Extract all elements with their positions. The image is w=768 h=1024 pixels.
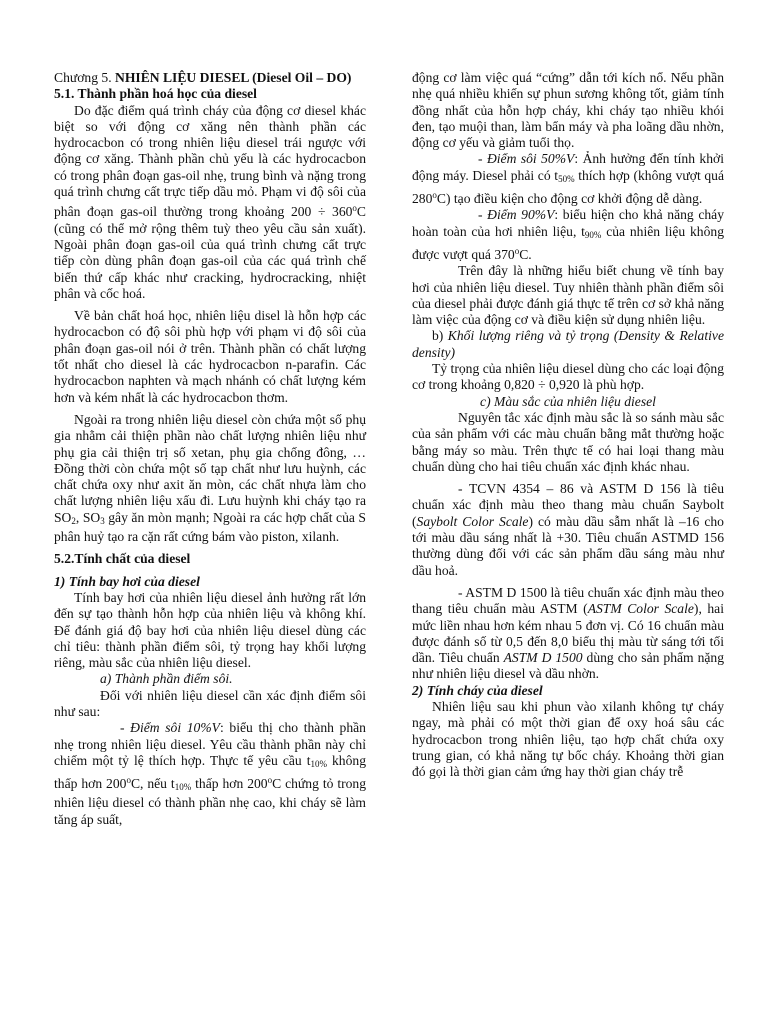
paragraph: Tỷ trọng của nhiên liệu diesel dùng cho các loại động cơ trong khoảng 0,820 ÷ 0,920 là phù hợp. (412, 361, 724, 393)
chapter-heading (54, 70, 366, 86)
paragraph: Trên đây là những hiểu biết chung về tính bay hơi của nhiên liệu diesel. Tuy nhiên thành phần điểm sôi của diesel phải được đánh giá thực tế trên cơ sở khả năng làm việc của động cơ và điều kiện sử dụng nhiên liệu. (412, 263, 724, 328)
paragraph: - ASTM D 1500 là tiêu chuẩn xác định màu theo thang tiêu chuẩn màu ASTM (ASTM Color Scale), hai mức liền nhau hơn kém nhau 5 đơn vị. Có 16 chuẩn màu được đánh số từ 0,5 đến 8,0 biểu thị màu từ sáng tới tối dần. Tiêu chuẩn ASTM D 1500 dùng cho sản phẩm nặng như nhiên liệu diesel và dầu nhờn. (412, 584, 724, 682)
paragraph: động cơ làm việc quá “cứng” dẫn tới kích nổ. Nếu phần nhẹ quá nhiều khiến sự phun sương không tốt, giảm tính đồng nhất của hỗn hợp cháy, khi cháy tạo nhiều khói đen, tạo muội than, làm bẩn máy và pha loãng dầu nhờn, động cơ yếu và giảm tuổi thọ. (412, 70, 724, 151)
paragraph: Do đặc điểm quá trình cháy của động cơ diesel khác biệt so với động cơ xăng nên thành phần các hydrocacbon có trong nhiên liệu diesel trái ngược với động cơ xăng. Thành phần chủ yếu là các hydrocacbon có trong phân đoạn gas-oil nhẹ, trung bình và nặng trong quá trình chưng cất trực tiếp dầu mỏ. Phạm vi độ sôi của phân đoạn gas-oil thường trong khoảng $200 \div 360^oC$ (cũng có thể mở rộng thêm tuỳ theo yêu cầu sản xuất). Ngoài phân đoạn gas-oil của quá trình chưng cất trực tiếp còn dùng phân đoạn gas-oil của các quá trình chế biến thứ cấp khác như cracking, hydrocracking, nhiệt phân và cốc hoá. (54, 102, 366, 301)
right-column (412, 70, 724, 780)
item-heading: c) Màu sắc của nhiên liệu diesel (480, 393, 656, 409)
paragraph: - Điểm sôi 50%V: Ảnh hưởng đến tính khởi động máy. Diesel phải có $t_{50\%}$ thích hợp (không vượt quá 280$^o$C) tạo điều kiện cho động cơ khởi động dễ dàng. (412, 151, 724, 207)
paragraph: Nguyên tắc xác định màu sắc là so sánh màu sắc của sản phẩm với các màu chuẩn bằng mắt thường hoặc bằng máy so màu. Trên thực tế có hai loại thang màu chuẩn dùng cho hai tiêu chuẩn xác định khác nhau. (412, 409, 724, 474)
section-heading-5-2: 5.2.Tính chất của diesel (54, 551, 191, 567)
subsection-heading: 1) Tính bay hơi của diesel (54, 573, 200, 589)
item-heading: a) Thành phần điểm sôi. (100, 671, 233, 687)
paragraph: Tính bay hơi của nhiên liệu diesel ảnh hưởng rất lớn đến sự tạo thành hỗn hợp của nhiên liệu và không khí. Để đánh giá độ bay hơi của nhiên liệu diesel dùng các chỉ tiêu: thành phần điểm sôi, tỷ trọng hay khối lượng riêng, màu sắc của nhiên liệu diesel. (54, 589, 366, 671)
paragraph: Đối với nhiên liệu diesel cần xác định điểm sôi như sau: (54, 687, 366, 719)
paragraph: - Điểm sôi 10%V: biểu thị cho thành phần nhẹ trong nhiên liệu diesel. Yêu cầu thành phần này chỉ chiếm một tỷ lệ thích hợp. Thực tế yêu cầu $t_{10\%}$ không thấp hơn 200$^o$C, nếu $t_{10\%}$ thấp hơn 200$^o$C chứng tỏ trong nhiên liệu diesel có thành phần nhẹ cao, khi cháy sẽ làm tăng áp suất, (54, 720, 367, 827)
chapter-title: NHIÊN LIỆU DIESEL (Diesel Oil – DO) (115, 70, 352, 85)
paragraph: - Điểm 90%V: biểu hiện cho khả năng cháy hoàn toàn của hơi nhiên liệu, $t_{90\%}$ của nhiên liệu không được vượt quá 370$^o$C. (412, 207, 724, 262)
item-heading: b) Khối lượng riêng và tỷ trọng (Density & Relative density) (412, 328, 724, 360)
paragraph: Nhiên liệu sau khi phun vào xilanh không tự cháy ngay, mà phải có một thời gian để oxy hoá sâu các hydrocacbon trong nhiên liệu, tạo hợp chất chứa oxy trung gian, có khả năng tự bốc cháy. Khoảng thời gian đó gọi là thời gian cảm ứng hay thời gian cháy trễ (412, 698, 724, 780)
section-heading-5-1: 5.1. Thành phần hoá học của diesel (54, 86, 257, 102)
paragraph: - TCVN 4354 – 86 và ASTM D 156 là tiêu chuẩn xác định màu theo thang màu chuẩn Saybolt (Saybolt Color Scale) có màu dầu sẫm nhất là –16 cho tới màu dầu sáng nhất là +30. Tiêu chuẩn ASTMD 156 thường dùng đối với các sản phẩm dầu sáng màu như dầu hoả. (412, 481, 724, 578)
subsection-heading: 2) Tính cháy của diesel (412, 682, 543, 698)
chapter-prefix: Chương 5. (54, 70, 116, 85)
paragraph: Ngoài ra trong nhiên liệu diesel còn chứa một số phụ gia nhằm cải thiện phần nào chất lượng nhiên liệu như phụ gia cải thiện trị số xetan, phụ gia chống đông, … Đồng thời còn chứa một số tạp chất như lưu huỳnh, các chất chứa oxy như axit ăn mòn, các chất nhựa làm cho chất lượng nhiên liệu xấu đi. Lưu huỳnh khi cháy tạo ra $SO_2$, $SO_3$ gây ăn mòn mạnh; Ngoài ra các hợp chất của S phân huỷ tạo ra cặn rất cứng bám vào piston, xilanh. (54, 411, 366, 545)
paragraph: Về bản chất hoá học, nhiên liệu disel là hỗn hợp các hydrocacbon có độ sôi phù hợp với phạm vi độ sôi của phân đoạn gas-oil nói ở trên. Thành phần có chất lượng tốt nhất cho diesel là các hydrocacbon n-parafin. Các hydrocacbon naphten và mạch nhánh có chất lượng kém hơn và kém nhất là các hydrocacbon thơm. (54, 308, 366, 405)
left-column (54, 70, 366, 828)
